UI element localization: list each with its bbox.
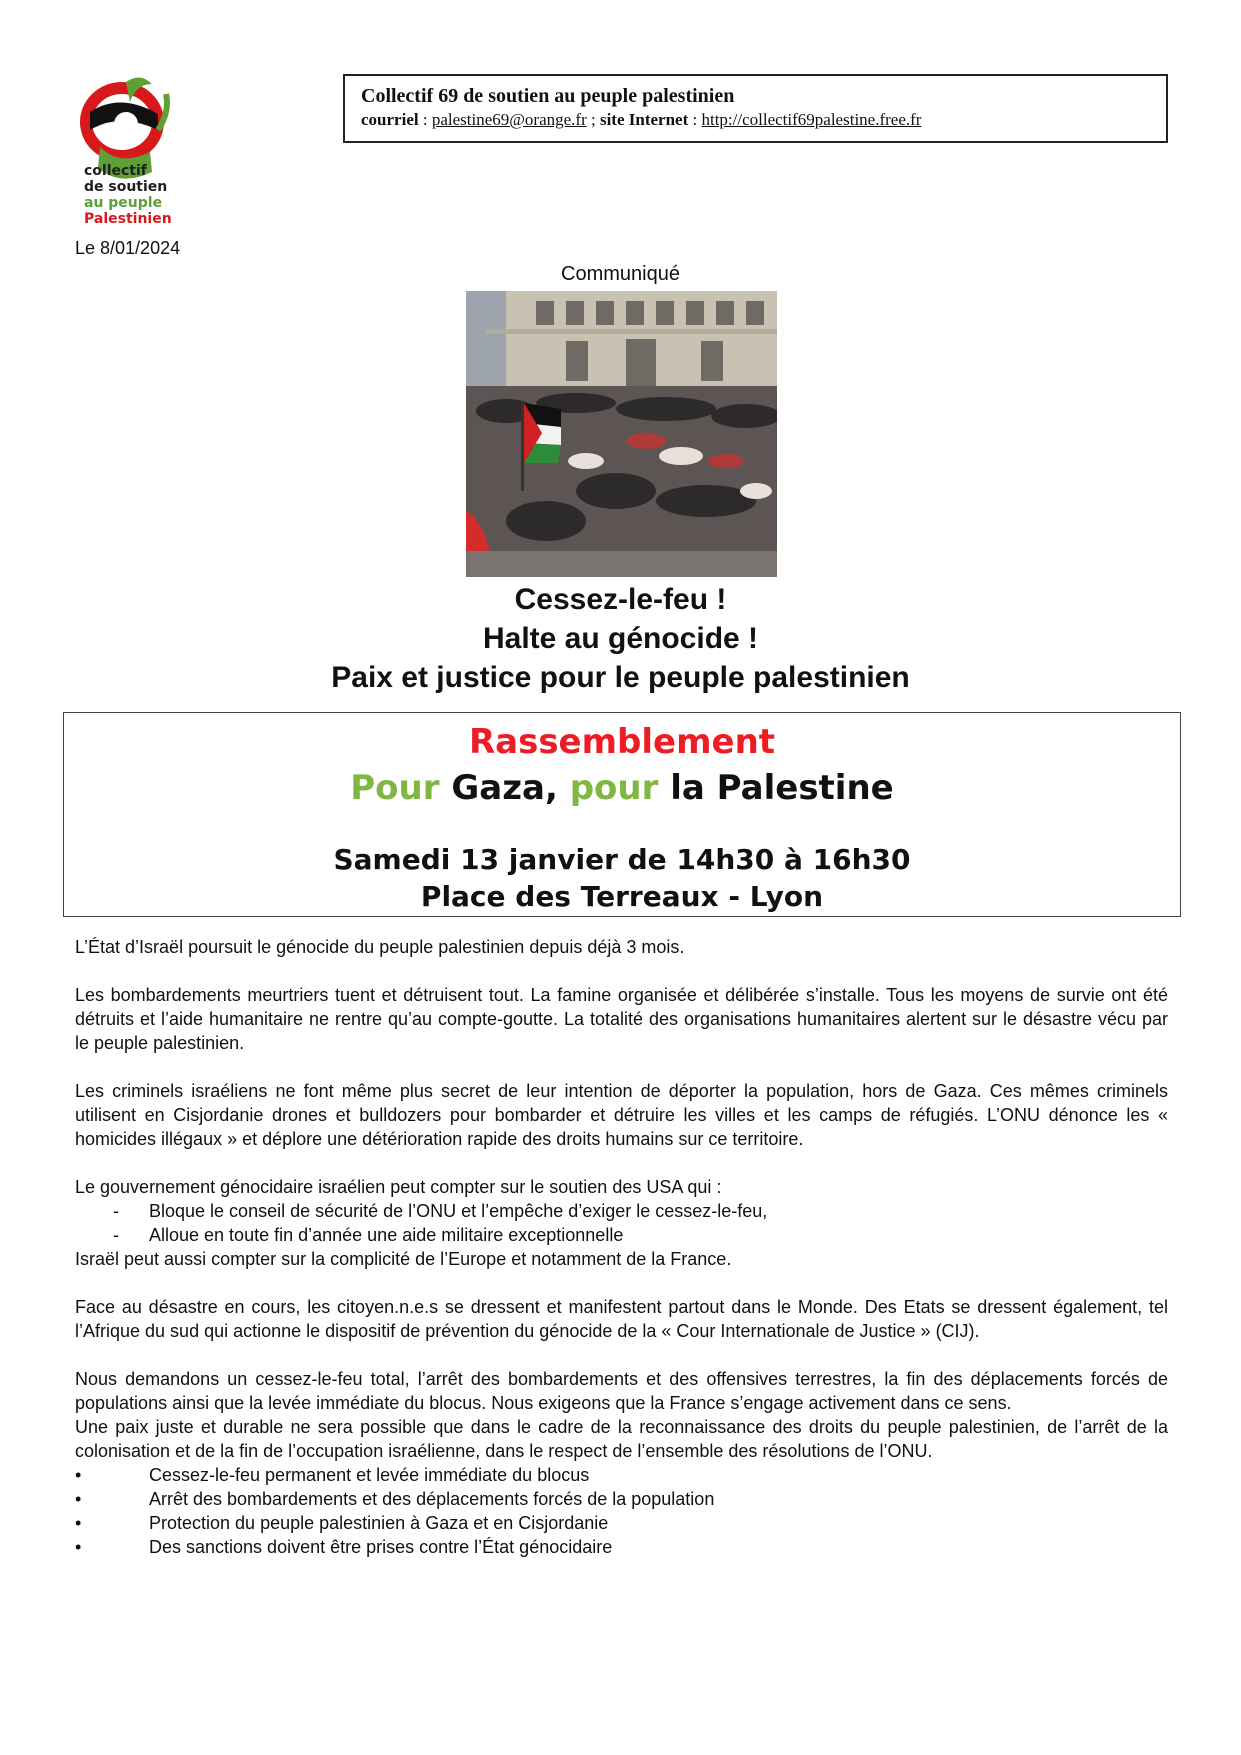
site-link[interactable]: http://collectif69palestine.free.fr [701, 110, 922, 129]
usa-support-list [75, 1199, 1168, 1247]
list-item: • Des sanctions doivent être prises contre l’État génocidaire [75, 1537, 613, 1557]
site-label: site Internet [599, 110, 689, 129]
slogan-2: Halte au génocide ! [482, 622, 759, 655]
event-gaza: Gaza, [451, 768, 558, 808]
paragraph-5: Face au désastre en cours, les citoyen.n.e.s se dressent et manifestent partout dans le Monde. Des Etats se dressent également, tel l’Afrique du sud qui actionne le dispositif de prévention du génocide de la « Cour Internationale de Justice » (CIJ). [75, 1297, 1168, 1341]
paragraph-4-outro: Israël peut aussi compter sur la complicité de l’Europe et notamment de la France. [75, 1249, 732, 1269]
logo-text [84, 163, 204, 227]
header-contact: courriel : palestine69@orange.fr ; site Internet : http://collectif69palestine.free.fr [361, 110, 922, 129]
email-label: courriel [361, 110, 419, 129]
paragraph-1: L’État d’Israël poursuit le génocide du peuple palestinien depuis déjà 3 mois. [75, 937, 685, 957]
paragraph-7: Une paix juste et durable ne sera possible que dans le cadre de la reconnaissance des droits du peuple palestinien, de l’arrêt de la colonisation et de la fin de l’occupation israélienne, dans le respect de l’ensemble des résolutions de l’ONU. [75, 1417, 1168, 1461]
protest-photo [466, 291, 777, 577]
header-box [343, 74, 1168, 143]
email-link[interactable]: palestine69@orange.fr [431, 110, 587, 129]
event-pour-1: Pour [350, 768, 440, 808]
demands-list [75, 1463, 1168, 1559]
document-date: Le 8/01/2024 [75, 238, 181, 258]
logo-line-2: de soutien [84, 179, 168, 195]
slogan-3: Paix et justice pour le peuple palestinien [331, 661, 910, 694]
event-title: Rassemblement [468, 722, 776, 762]
event-palestine: la Palestine [670, 768, 894, 808]
logo-line-3: au peuple [84, 195, 163, 211]
communique-heading: Communiqué [561, 263, 680, 285]
list-item: - Bloque le conseil de sécurité de l’ONU et l’empêche d’exiger le cessez-le-feu, [113, 1201, 768, 1221]
slogans [0, 580, 1241, 697]
paragraph-4-intro: Le gouvernement génocidaire israélien peut compter sur le soutien des USA qui : [75, 1177, 722, 1197]
list-item: - Alloue en toute fin d’année une aide militaire exceptionnelle [113, 1225, 624, 1245]
event-place: Place des Terreaux - Lyon [420, 880, 824, 913]
event-pour-2: pour [569, 768, 659, 808]
event-date: Samedi 13 janvier de 14h30 à 16h30 [333, 843, 911, 876]
list-item: • Arrêt des bombardements et des déplacements forcés de la population [75, 1489, 715, 1509]
event-box [63, 712, 1181, 917]
paragraph-3: Les criminels israéliens ne font même plus secret de leur intention de déporter la population, hors de Gaza. Ces mêmes criminels utilisent en Cisjordanie drones et bulldozers pour bombarder et détruire les villes et les camps de réfugiés. L’ONU dénonce les « homicides illégaux » et déplore une détérioration rapide des droits humains sur ce territoire. [75, 1081, 1168, 1149]
logo-line-1: collectif [84, 163, 147, 179]
body-text [75, 935, 1168, 1559]
event-subtitle [64, 765, 1180, 811]
logo-line-4: Palestinien [84, 211, 172, 227]
paragraph-2: Les bombardements meurtriers tuent et détruisent tout. La famine organisée et délibérée s’installe. Tous les moyens de survie ont été détruits et l’aide humanitaire ne rentre qu’au compte-goutte. La totalité des organisations humanitaires alertent sur le désastre vécu par le peuple palestinien. [75, 985, 1168, 1053]
slogan-1: Cessez-le-feu ! [514, 583, 727, 616]
header-title: Collectif 69 de soutien au peuple palestinien [361, 85, 735, 107]
list-item: • Cessez-le-feu permanent et levée immédiate du blocus [75, 1465, 590, 1485]
list-item: • Protection du peuple palestinien à Gaza et en Cisjordanie [75, 1513, 609, 1533]
paragraph-6: Nous demandons un cessez-le-feu total, l’arrêt des bombardements et des offensives terrestres, la fin des déplacements forcés de populations ainsi que la levée immédiate du blocus. Nous exigeons que la France s’engage activement dans ce sens. [75, 1369, 1168, 1413]
